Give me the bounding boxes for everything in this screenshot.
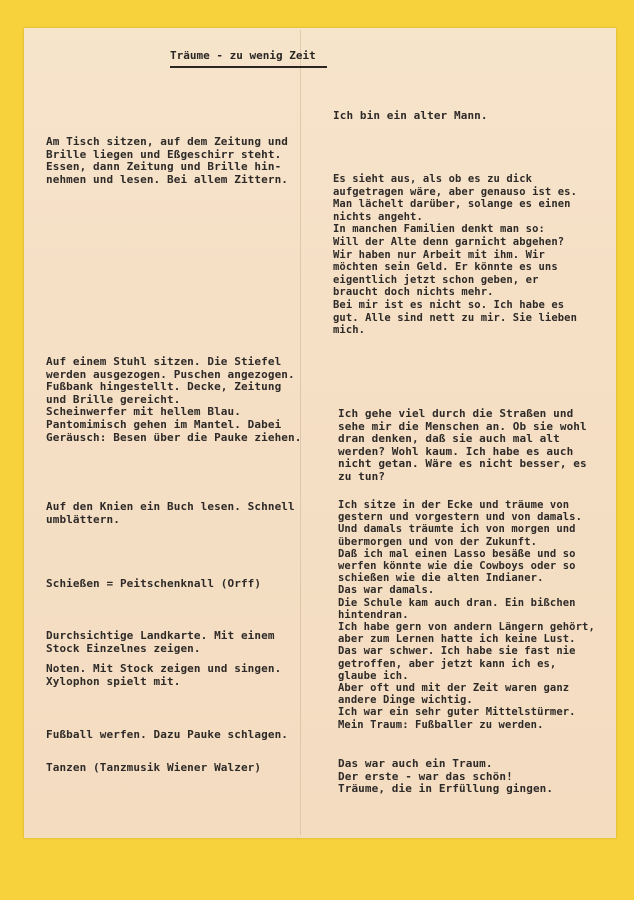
stage-direction: Noten. Mit Stock zeigen und singen. Xylophon spielt mit.: [46, 662, 282, 688]
stage-direction: Fußball werfen. Dazu Pauke schlagen.: [46, 728, 289, 741]
stage-direction: Auf den Knien ein Buch lesen. Schnell umblättern.: [46, 500, 295, 526]
monologue-text: Ich gehe viel durch die Straßen und sehe mir die Menschen an. Ob sie wohl dran denken, daß sie auch mal alt werden? Wohl kaum. Ich habe es auch nicht getan. Wäre es nicht besser, es zu tun?: [338, 407, 587, 483]
stage-direction: Am Tisch sitzen, auf dem Zeitung und Brille liegen und Eßgeschirr steht. Essen, dann Zeitung und Brille hin- nehmen und lesen. Bei allem Zittern.: [46, 135, 289, 186]
stage-direction: Durchsichtige Landkarte. Mit einem Stock Einzelnes zeigen.: [46, 629, 275, 655]
stage-direction: Tanzen (Tanzmusik Wiener Walzer): [46, 761, 262, 774]
monologue-text: Ich bin ein alter Mann.: [333, 109, 488, 122]
monologue-text: Das war auch ein Traum. Der erste - war das schön! Träume, die in Erfüllung gingen.: [338, 757, 554, 796]
stage-direction: Schießen = Peitschenknall (Orff): [46, 577, 262, 590]
stage-direction: Auf einem Stuhl sitzen. Die Stiefel werden ausgezogen. Puschen angezogen. Fußbank hingestellt. Decke, Zeitung und Brille gereicht. Scheinwerfer mit hellem Blau. Pantomimisch gehen im Mantel. Dabei Geräusch: Besen über die Pauke ziehen.: [46, 355, 302, 444]
monologue-text: Ich sitze in der Ecke und träume von gestern und vorgestern und von damals. Und damals träumte ich von morgen und übermorgen und von der Zukunft. Daß ich mal einen Lasso besäße und so werfen könnte wie die Cowboys oder so schießen wie die alten Indianer. Das war damals. Die Schule kam auch dran. Ein bißchen hintendran. Ich habe gern von andern Längern gehört, aber zum Lernen hatte ich keine Lust. Das war schwer. Ich habe sie fast nie getroffen, aber jetzt kann ich es, glaube ich. Aber oft und mit der Zeit waren ganz andere Dinge wichtig. Ich war ein sehr guter Mittelstürmer. Mein Traum: Fußballer zu werden.: [338, 499, 595, 731]
monologue-text: Es sieht aus, als ob es zu dick aufgetragen wäre, aber genauso ist es. Man lächelt darüber, solange es einen nichts angeht. In manchen Familien denkt man so: Will der Alte denn garnicht abgehen? Wir haben nur Arbeit mit ihm. Wir möchten sein Geld. Er könnte es uns eigentlich jetzt schon geben, er braucht doch nichts mehr. Bei mir ist es nicht so. Ich habe es gut. Alle sind nett zu mir. Sie lieben mich.: [333, 173, 578, 337]
page-title: Träume - zu wenig Zeit: [170, 49, 316, 62]
title-underline: [170, 66, 327, 68]
